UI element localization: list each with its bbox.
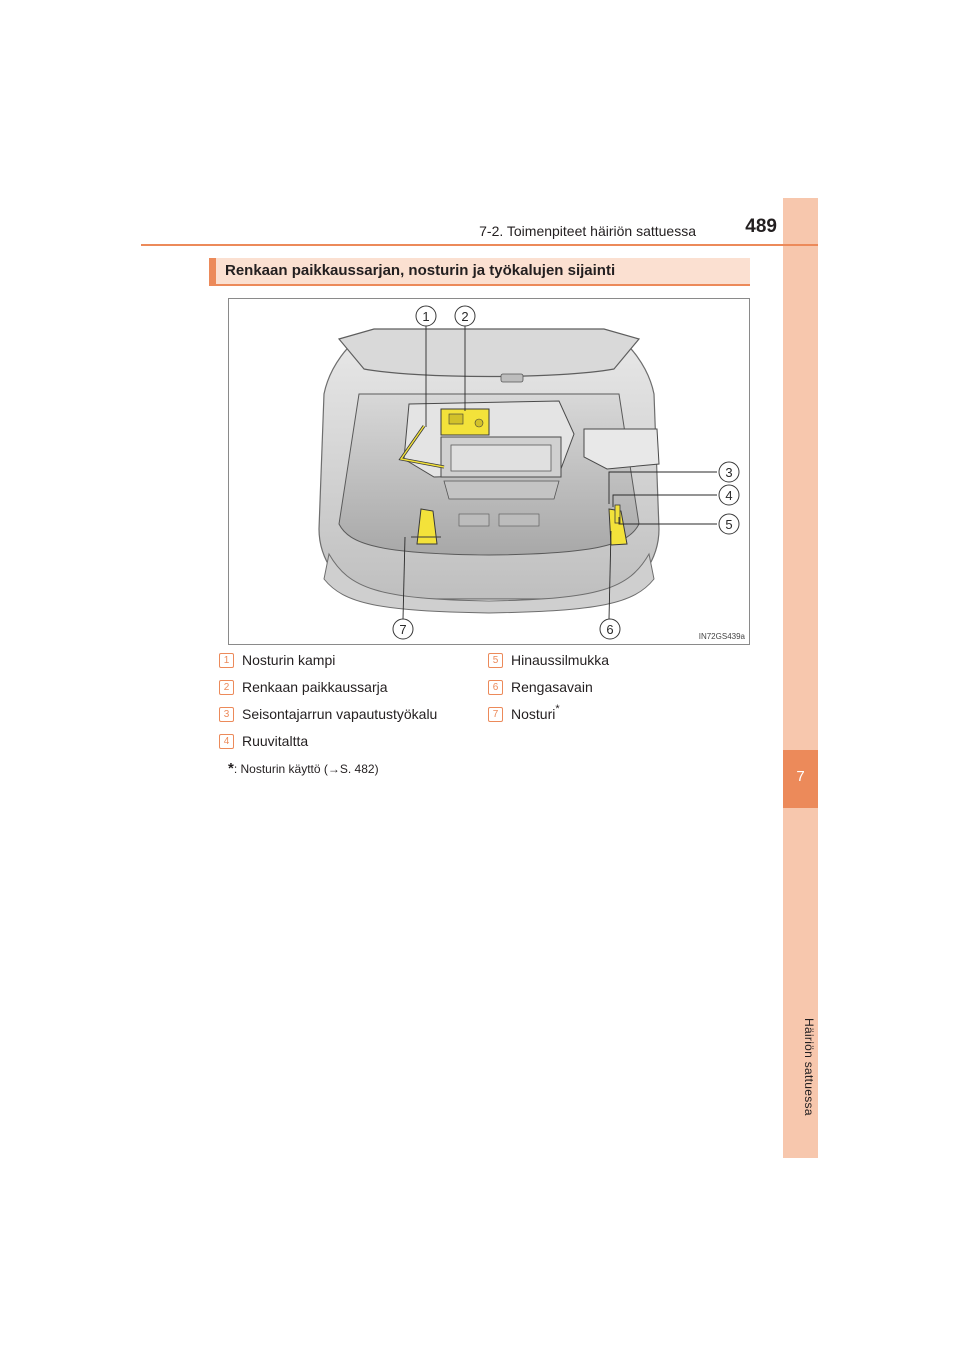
legend-label: Hinaussilmukka: [511, 652, 610, 668]
footnote-text: : Nosturin käyttö (: [233, 762, 328, 776]
section-heading-text: Renkaan paikkaussarjan, nosturin ja työkalujen sijainti: [225, 262, 616, 279]
legend-label: [511, 703, 560, 722]
header-rule: [141, 244, 818, 246]
footnote-marker: *: [228, 760, 234, 777]
callout-4: 4: [725, 488, 733, 503]
footnote-page-ref[interactable]: S. 482): [339, 762, 379, 776]
figure-code: IN72GS439a: [698, 632, 745, 641]
legend-number: 3: [219, 707, 234, 722]
trunk-drawing: [229, 299, 750, 645]
chapter-number: 7: [796, 768, 805, 785]
legend-footnote-marker: *: [555, 703, 560, 715]
legend-label: Seisontajarrun vapautustyökalu: [242, 706, 438, 722]
legend-label: Rengasavain: [511, 679, 593, 695]
legend-number: 1: [219, 653, 234, 668]
legend-label: Ruuvitaltta: [242, 733, 309, 749]
callout-7: 7: [399, 622, 407, 637]
legend-number: 4: [219, 734, 234, 749]
legend-number: 7: [488, 707, 503, 722]
legend-number: 5: [488, 653, 503, 668]
callout-1: 1: [422, 309, 430, 324]
page-number: 489: [745, 216, 777, 237]
header-section-title: 7-2. Toimenpiteet häiriön sattuessa: [479, 223, 696, 239]
legend-number: 6: [488, 680, 503, 695]
trunk-illustration: [228, 298, 750, 645]
callout-6: 6: [606, 622, 614, 637]
legend-label: Nosturin kampi: [242, 652, 336, 668]
chapter-title: Häiriön sattuessa: [802, 1018, 816, 1116]
arrow-right-icon: →: [327, 762, 340, 776]
callout-3: 3: [725, 465, 733, 480]
callout-5: 5: [725, 517, 733, 532]
legend-label: Renkaan paikkaussarja: [242, 679, 388, 695]
callout-2: 2: [461, 309, 469, 324]
legend-label-text: Nosturi: [511, 706, 556, 722]
chapter-side-tab: [783, 198, 818, 1158]
section-heading: [209, 258, 750, 286]
footnote: [228, 760, 379, 777]
section-heading-accent: [209, 258, 216, 284]
legend-number: 2: [219, 680, 234, 695]
